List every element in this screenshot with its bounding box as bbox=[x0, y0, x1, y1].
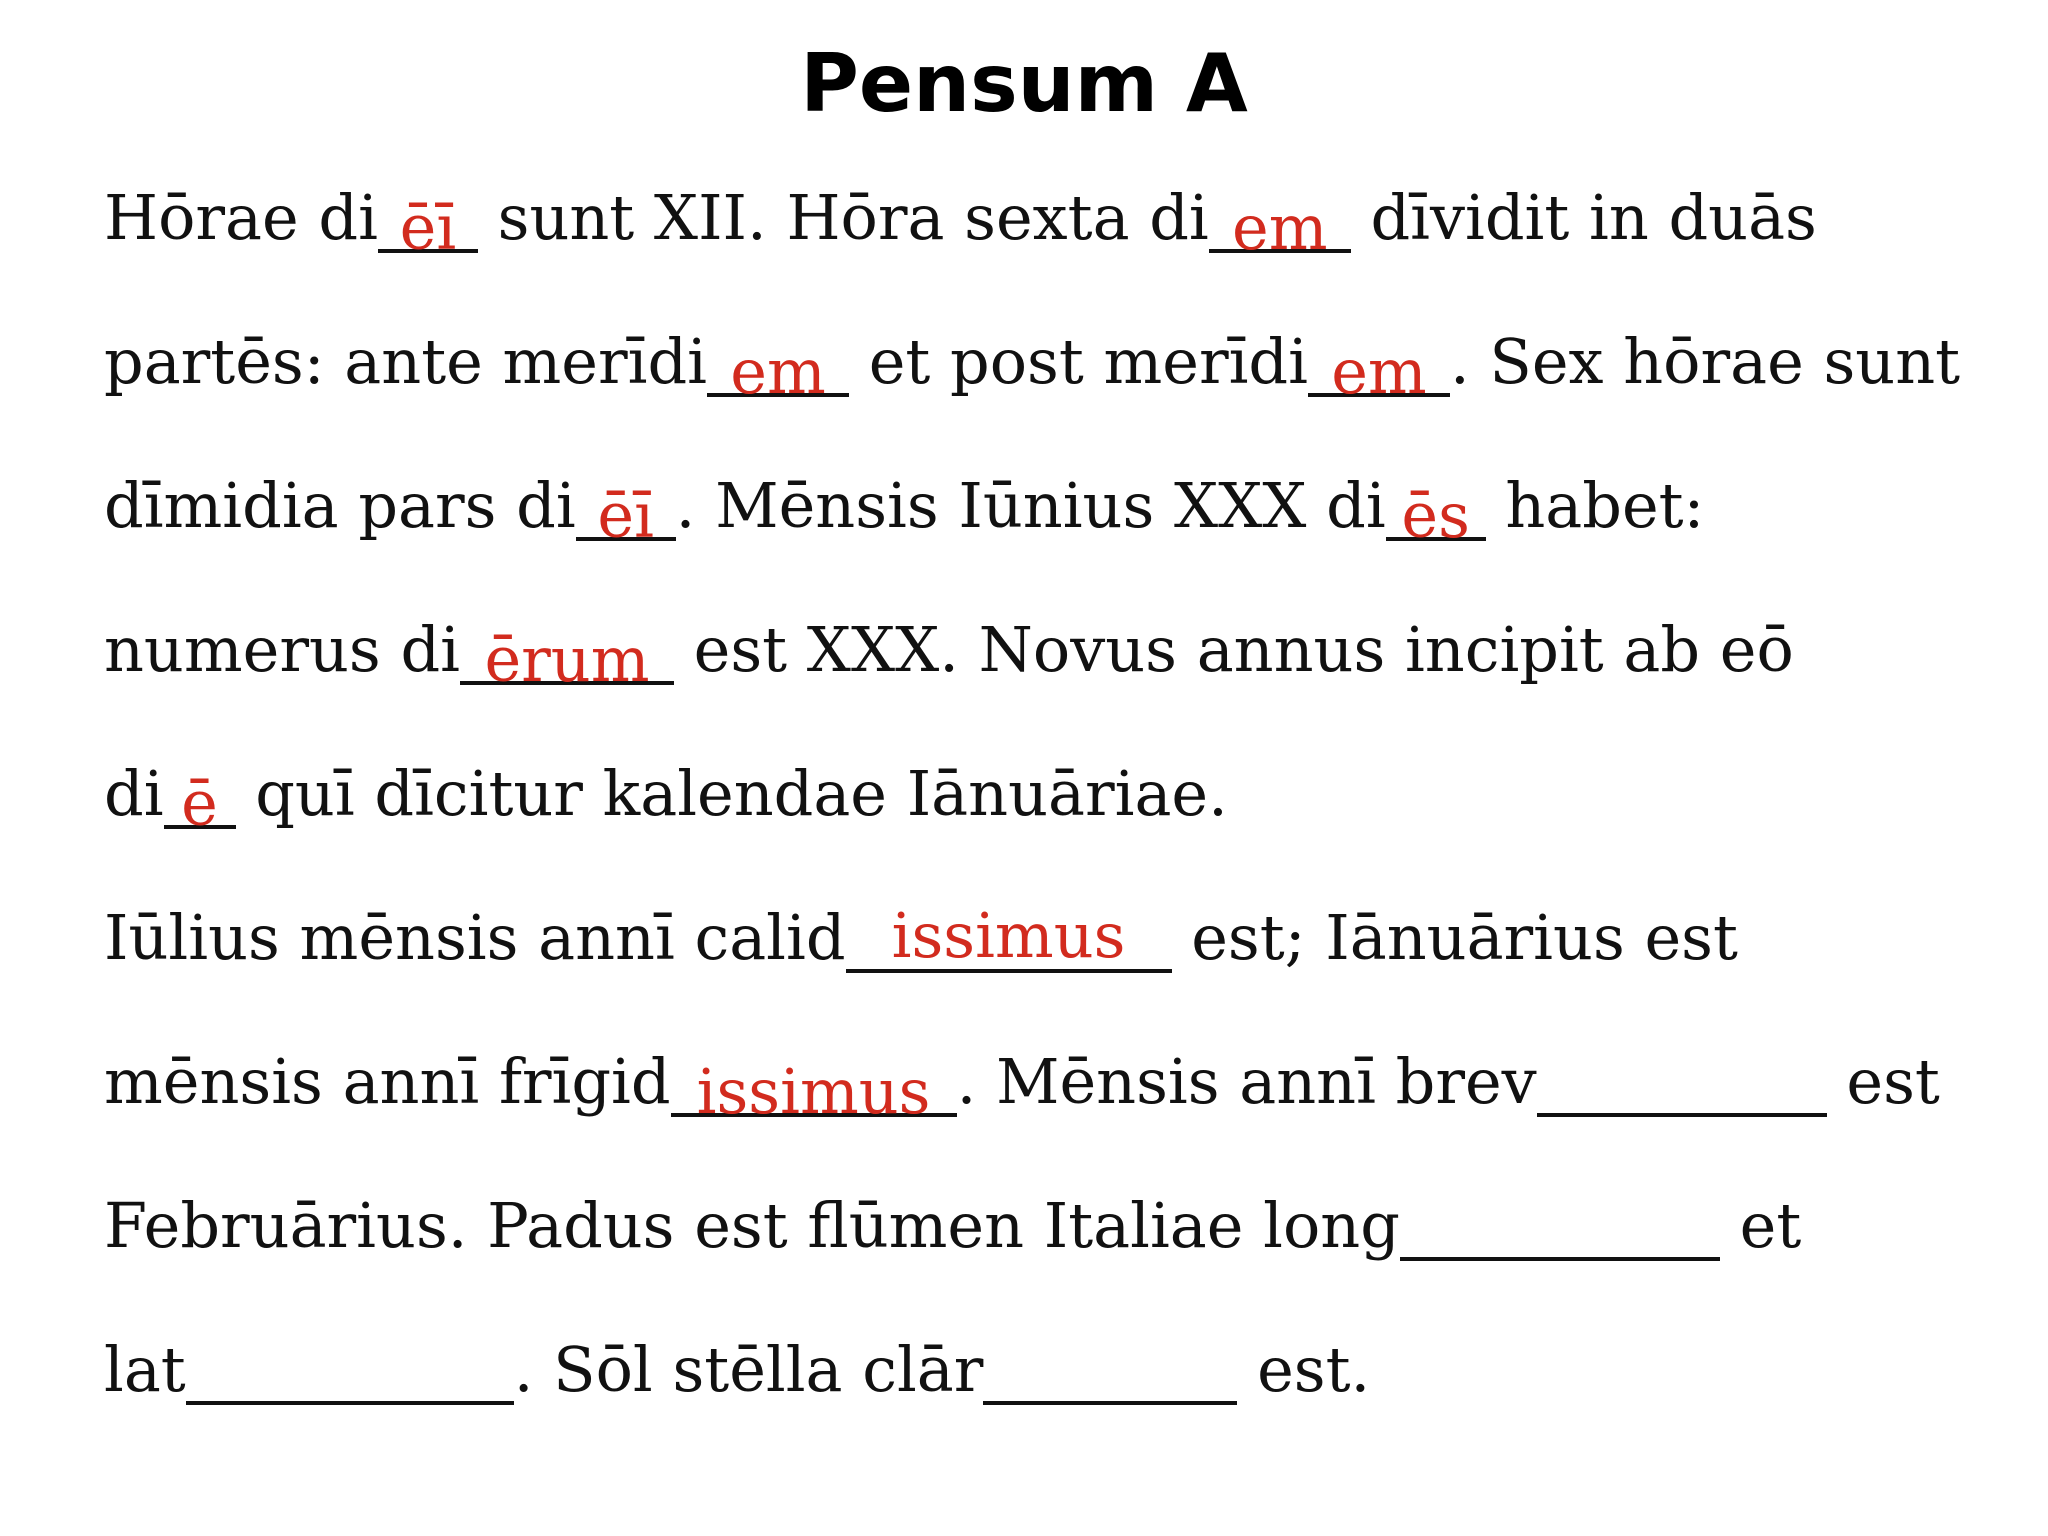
answer-text: em bbox=[730, 335, 826, 408]
answer-text: ēī bbox=[399, 191, 457, 264]
text-line-4 bbox=[104, 610, 1794, 696]
text-line-8 bbox=[104, 1186, 1801, 1266]
answer-text: em bbox=[1331, 335, 1427, 408]
answer-blank[interactable] bbox=[671, 1051, 957, 1128]
text-segment: Hōrae di bbox=[104, 181, 378, 254]
text-segment: . Sex hōrae sunt bbox=[1449, 325, 1961, 398]
text-segment: est; Iānuārius est bbox=[1171, 901, 1738, 974]
text-segment: . Sōl stēlla clār bbox=[513, 1333, 984, 1406]
text-segment: . Mēnsis Iūnius XXX di bbox=[675, 469, 1386, 542]
text-segment: partēs: ante merīdi bbox=[104, 325, 707, 398]
answer-text: ē bbox=[181, 767, 218, 840]
answer-blank[interactable] bbox=[1400, 1195, 1720, 1261]
answer-blank[interactable] bbox=[378, 187, 478, 264]
text-line-2 bbox=[104, 322, 1961, 408]
answer-blank[interactable] bbox=[1308, 331, 1450, 408]
text-segment: est bbox=[1826, 1045, 1940, 1118]
text-segment: numerus di bbox=[104, 613, 460, 686]
answer-text: issimus bbox=[891, 899, 1126, 972]
page-title: Pensum A bbox=[800, 37, 1248, 130]
text-segment: . Mēnsis annī brev bbox=[956, 1045, 1537, 1118]
text-segment: quī dīcitur kalendae Iānuāriae. bbox=[235, 757, 1228, 830]
answer-blank[interactable] bbox=[1209, 187, 1351, 264]
answer-blank[interactable] bbox=[1386, 475, 1486, 552]
text-line-7 bbox=[104, 1042, 1940, 1128]
answer-text: ēs bbox=[1401, 479, 1470, 552]
text-line-6 bbox=[104, 898, 1738, 978]
answer-blank[interactable] bbox=[1537, 1051, 1827, 1117]
answer-text: ērum bbox=[484, 623, 650, 696]
text-segment: est XXX. Novus annus incipit ab eō bbox=[673, 613, 1794, 686]
text-line-1 bbox=[104, 178, 1817, 264]
answer-blank[interactable] bbox=[846, 899, 1172, 973]
text-segment: di bbox=[104, 757, 164, 830]
text-segment: et bbox=[1719, 1189, 1802, 1262]
text-segment: dīmidia pars di bbox=[104, 469, 576, 542]
answer-text: em bbox=[1232, 191, 1328, 264]
text-segment: lat bbox=[104, 1333, 186, 1406]
answer-text: ēī bbox=[597, 479, 654, 552]
text-line-5 bbox=[104, 754, 1228, 840]
answer-blank[interactable] bbox=[164, 763, 236, 840]
text-segment: dīvidit in duās bbox=[1350, 181, 1817, 254]
text-line-3 bbox=[104, 466, 1705, 552]
answer-blank[interactable] bbox=[576, 475, 676, 552]
answer-text: issimus bbox=[696, 1055, 931, 1128]
answer-blank[interactable] bbox=[707, 331, 849, 408]
text-segment: Februārius. Padus est flūmen Italiae long bbox=[104, 1189, 1400, 1262]
text-segment: sunt XII. Hōra sexta di bbox=[477, 181, 1209, 254]
answer-blank[interactable] bbox=[186, 1339, 514, 1405]
text-segment: et post merīdi bbox=[849, 325, 1308, 398]
text-segment: Iūlius mēnsis annī calid bbox=[104, 901, 846, 974]
text-segment: habet: bbox=[1485, 469, 1705, 542]
text-segment: mēnsis annī frīgid bbox=[104, 1045, 671, 1118]
answer-blank[interactable] bbox=[460, 619, 674, 696]
text-line-9 bbox=[104, 1330, 1370, 1410]
text-segment: est. bbox=[1237, 1333, 1371, 1406]
answer-blank[interactable] bbox=[983, 1339, 1237, 1405]
